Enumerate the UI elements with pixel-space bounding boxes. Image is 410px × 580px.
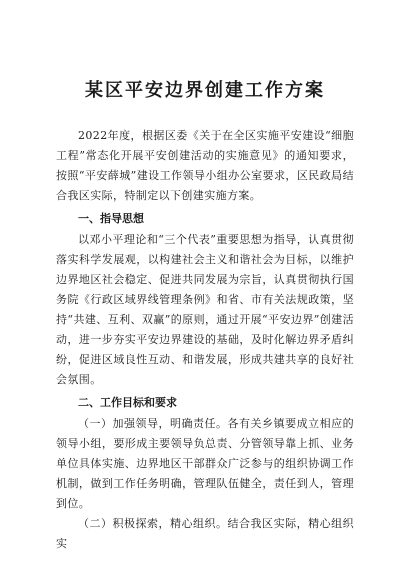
section-goals-requirements [56,392,354,554]
intro-paragraph: 2022年度，根据区委《关于在全区实施平安建设“细胞工程”常态化开展平安创建活动的实施意见》的通知要求，按照“平安薛城”建设工作领导小组办公室要求，区民政局结合我区实际，特制定以下创建实施方案。 [56,129,354,202]
section-paragraph: 以邓小平理论和“三个代表”重要思想为指导，认真贯彻落实科学发展观，以构建社会主义和谐社会为目标，以维护边界地区社会稳定、促进共同发展为宗旨，认真贯彻执行国务院《行政区域界线管理条例》和省、市有关法规政策，坚持“共建、互利、双赢”的原则，通过开展“平安边界”创建活动，进一步夯实平安边界建设的基础，及时化解边界矛盾纠纷，促进区域良性互动、和谐发展，形成共建共享的良好社会氛围。 [56,233,354,386]
section-paragraph: （一）加强领导，明确责任。各有关乡镇要成立相应的领导小组，要形成主要领导负总责、分管领导靠上抓、业务单位具体实施、边界地区干部群众广泛参与的组织协调工作机制，做到工作任务明确，管理队伍健全，责任到人，管理到位。 [56,417,354,510]
document-title: 某区平安边界创建工作方案 [85,80,325,101]
section-paragraph: （二）积极探索，精心组织。结合我区实际，精心组织实 [56,517,354,550]
section-heading: 二、工作目标和要求 [78,396,177,409]
section-guiding-ideology [56,208,354,390]
section-heading: 一、指导思想 [78,212,144,225]
